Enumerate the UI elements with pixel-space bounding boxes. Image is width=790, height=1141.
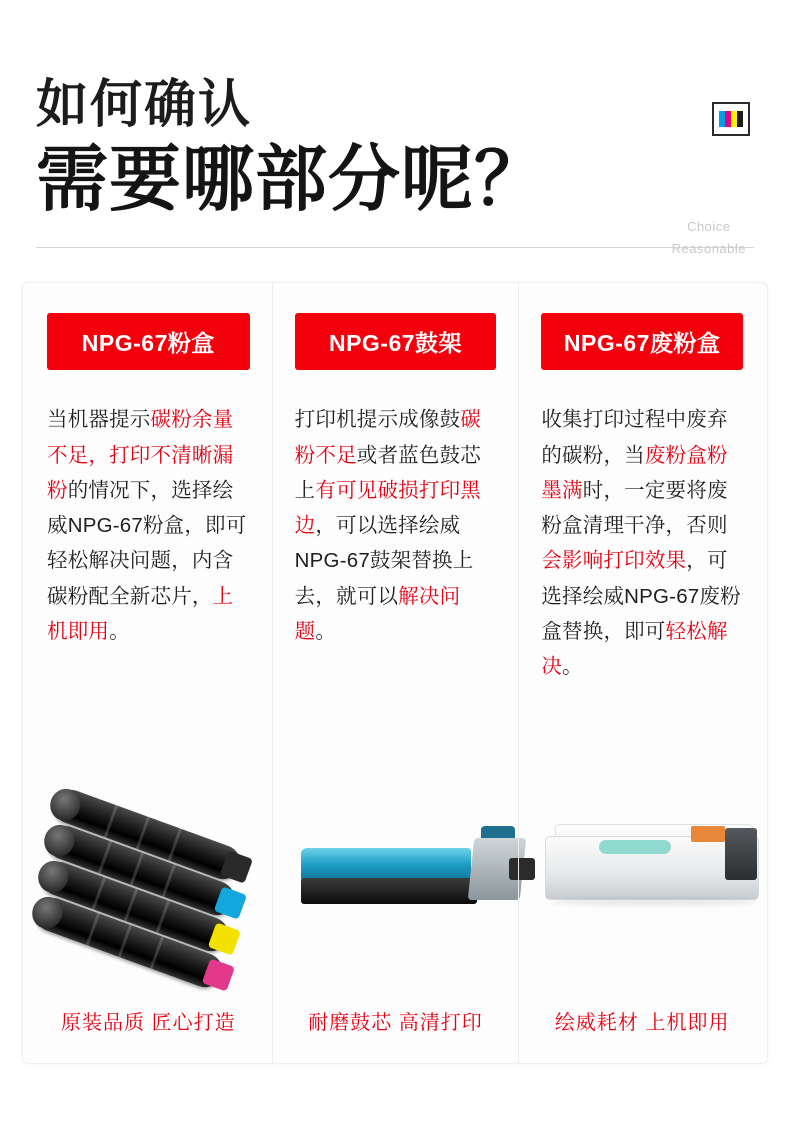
toner-ring [124,889,138,922]
desc-segment-highlight: 轻松解决 [541,619,728,679]
toner-cap [34,857,73,897]
product-card-drum [272,283,519,1063]
product-footer-drum: 耐磨鼓芯 高清打印 [308,1012,483,1035]
product-footer-toner: 原装品质 匠心打造 [61,1012,236,1035]
toner-ring [162,865,176,898]
desc-segment-highlight: 碳粉余量不足，打印不清晰漏粉 [47,408,234,502]
desc-segment-highlight: 会影响打印效果 [541,549,687,573]
drum-blade [301,878,477,904]
toner-ring [130,853,144,886]
product-badge-toner: NPG-67粉盒 [47,313,250,370]
desc-segment-highlight: 碳粉不足 [294,408,481,467]
toner-ring [104,805,118,838]
desc-segment-highlight: 上机即用 [47,584,234,643]
desc-segment: 。 [315,619,337,643]
desc-segment: ，可以选择绘威NPG-67鼓架替换上去，就可以 [294,514,474,608]
drum-unit-image [295,770,497,980]
desc-segment: 打印机提示成像鼓 [294,408,461,432]
product-footer-waste: 绘威耗材 上机即用 [554,1012,730,1035]
english-subtitle-line-2: Reasonable [671,241,746,257]
desc-segment-highlight: 有可见破损打印黑边 [294,478,481,538]
waste-box-label [691,826,725,842]
toner-cap [28,893,67,933]
product-description-drum [295,402,497,649]
desc-segment: 的情况下，选择绘威NPG-67粉盒，即可轻松解决问题，内含碳粉配全新芯片， [47,478,247,608]
page-header [22,0,768,257]
toner-ring [98,841,112,874]
toner-tip-yellow [208,923,241,956]
page-title-secondary: 需要哪部分呢？ [36,139,548,220]
toner-ring [92,877,106,910]
toner-tip-cyan [214,887,247,920]
cmyk-color-icon [712,102,750,136]
header-divider [36,247,754,248]
toner-illustration [47,774,250,974]
toner-cap [46,785,85,825]
product-card-list [22,282,768,1064]
toner-ring [86,913,100,946]
waste-box-shadow [551,898,757,906]
desc-segment: 当机器提示 [47,408,151,432]
desc-segment: 。 [109,619,130,643]
toner-ring [168,829,182,862]
toner-tip-black [220,851,253,884]
desc-segment: 时，一定要将废粉盒清理干净，否则 [541,478,728,538]
waste-box-seal [599,840,671,854]
toner-ring [118,925,132,958]
desc-segment-highlight: 解决问题 [294,584,461,643]
desc-segment-highlight: 废粉盒粉墨满 [541,443,728,502]
desc-segment: 或者蓝色鼓芯上 [294,443,481,502]
waste-toner-box-image [541,770,743,980]
product-description-waste [541,402,743,684]
english-subtitle-line-1: Choice [687,219,731,234]
product-badge-drum: NPG-67鼓架 [295,313,497,370]
desc-segment: 。 [562,655,583,679]
toner-ring [136,817,150,850]
desc-segment: ，可选择绘威NPG-67废粉盒替换，即可 [541,549,741,643]
toner-ring [156,901,170,934]
page-title-primary: 如何确认 [36,76,253,134]
cmyk-swatch-black [737,111,743,127]
product-card-toner [25,283,272,1063]
drum-illustration [295,786,497,956]
product-description-toner [47,402,250,649]
toner-cartridges-image [47,770,250,980]
product-card-waste [518,283,765,1063]
waste-box-illustration [541,794,743,944]
desc-segment: 收集打印过程中废弃的碳粉，当 [541,408,728,467]
english-subtitle [672,216,746,260]
toner-cap [40,821,79,861]
product-badge-waste: NPG-67废粉盒 [541,313,743,370]
waste-box-connector [725,828,757,880]
toner-ring [150,937,164,970]
